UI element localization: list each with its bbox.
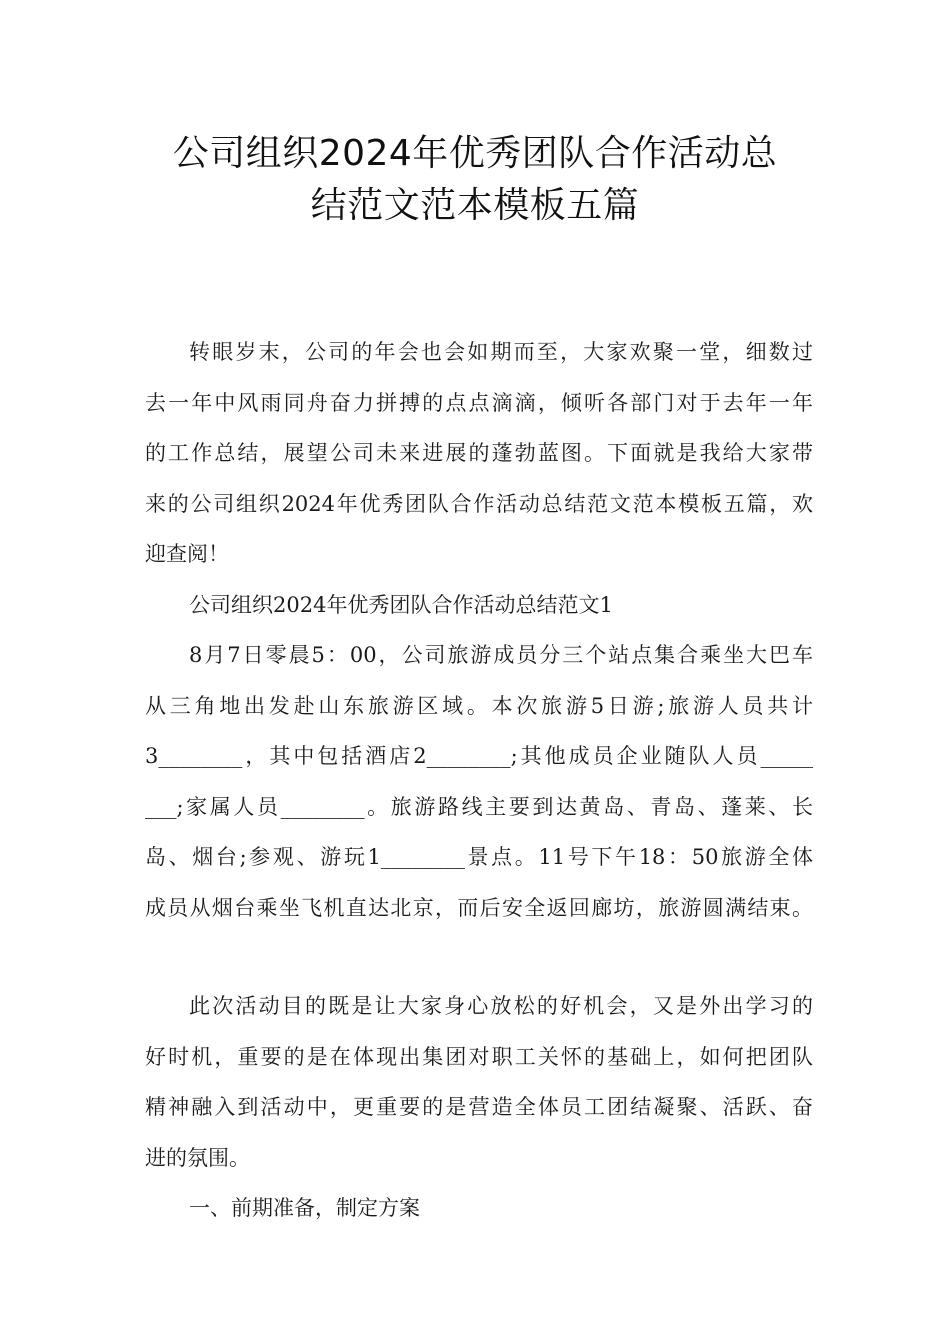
paragraph-line: 转眼岁末，公司的年会也会如期而至，大家欢聚一堂，细数过: [189, 340, 813, 364]
intro-paragraph: [145, 327, 813, 580]
title-line: 公司组织2024年优秀团队合作活动总: [172, 133, 778, 174]
itinerary-paragraph: [145, 630, 813, 933]
document-body: [145, 327, 813, 1234]
paragraph-line: 来的公司组织2024年优秀团队合作活动总结范文范本模板五篇，欢: [145, 491, 813, 516]
section-heading-text: 公司组织2024年优秀团队合作活动总结范文1: [189, 592, 613, 617]
paragraph-line: 的工作总结，展望公司未来进展的蓬勃蓝图。下面就是我给大家带: [145, 441, 813, 465]
paragraph-line: 从三角地出发赴山东旅游区域。本次旅游5日游;旅游人员共计: [145, 693, 813, 718]
document-title: [100, 128, 850, 232]
purpose-paragraph: [145, 981, 813, 1183]
paragraph-line: 迎查阅！: [145, 542, 229, 566]
paragraph-line: 3________，其中包括酒店2________;其他成员企业随队人员_____: [145, 744, 813, 768]
paragraph-line: 进的氛围。: [145, 1145, 250, 1170]
paragraph-line: 成员从烟台乘坐飞机直达北京，而后安全返回廊坊，旅游圆满结束。: [145, 895, 813, 920]
subheading: [145, 1183, 813, 1234]
paragraph-line: 去一年中风雨同舟奋力拼搏的点点滴滴，倾听各部门对于去年一年: [145, 390, 813, 415]
paragraph-line: 8月7日零晨5：00，公司旅游成员分三个站点集合乘坐大巴车: [189, 643, 813, 667]
section-heading: [145, 580, 813, 631]
paragraph-line: 岛、烟台;参观、游玩1________景点。11号下午18：50旅游全体: [145, 845, 813, 869]
paragraph-line: 好时机，重要的是在体现出集团对职工关怀的基础上，如何把团队: [145, 1044, 813, 1069]
subheading-text: 一、前期准备，制定方案: [189, 1196, 420, 1220]
paragraph-line: 精神融入到活动中，更重要的是营造全体员工团结凝聚、活跃、奋: [145, 1095, 813, 1119]
paragraph-line: 此次活动目的既是让大家身心放松的好机会，又是外出学习的: [189, 994, 813, 1018]
paragraph-line: ___;家属人员________。旅游路线主要到达黄岛、青岛、蓬莱、长: [145, 794, 813, 819]
title-line: 结范文范本模板五篇: [310, 185, 640, 226]
paragraph-gap: [145, 933, 813, 981]
